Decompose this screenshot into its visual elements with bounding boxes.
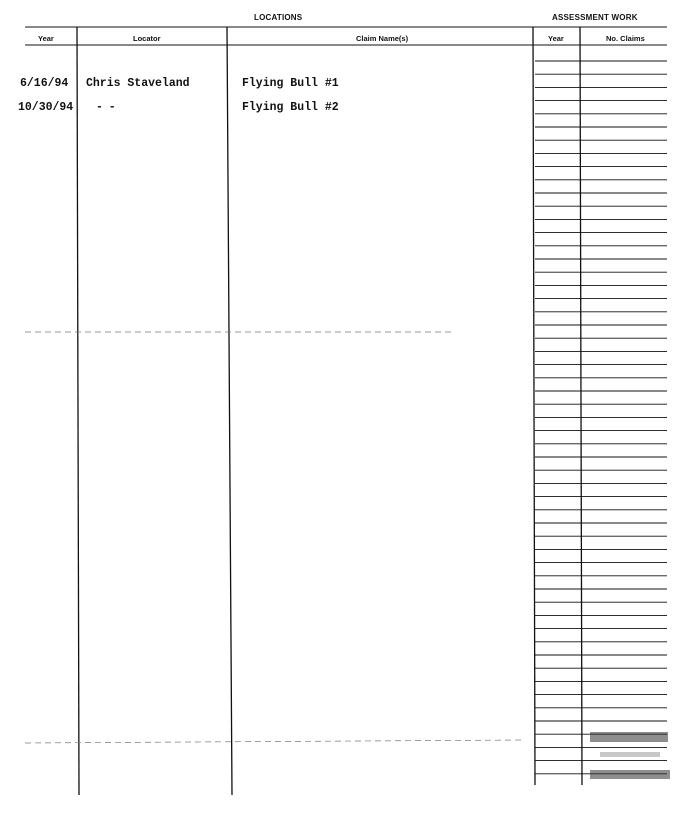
divider-assessment-year-claims — [580, 27, 582, 785]
locations-heading: LOCATIONS — [254, 13, 303, 22]
column-header-assessment-year: Year — [548, 34, 564, 43]
scan-noise — [590, 770, 670, 779]
entry-locator: - - — [96, 101, 116, 114]
column-header-year: Year — [38, 34, 54, 43]
entry-claim-name: Flying Bull #1 — [242, 77, 339, 90]
entry-claim-name: Flying Bull #2 — [242, 101, 339, 114]
entry-locator: Chris Staveland — [86, 77, 190, 90]
column-header-no-claims: No. Claims — [606, 34, 645, 43]
column-header-locator: Locator — [133, 34, 161, 43]
scan-noise — [590, 732, 668, 742]
assessment-work-heading: ASSESSMENT WORK — [552, 13, 638, 22]
divider-year-locator — [77, 27, 79, 795]
divider-locator-claim — [227, 27, 232, 795]
scan-noise — [600, 752, 660, 757]
column-header-claim-names: Claim Name(s) — [356, 34, 409, 43]
entry-date: 6/16/94 — [20, 77, 69, 90]
divider-claim-assessment — [533, 27, 535, 785]
faint-rule-bottom — [25, 740, 525, 743]
entry-date: 10/30/94 — [18, 101, 74, 114]
